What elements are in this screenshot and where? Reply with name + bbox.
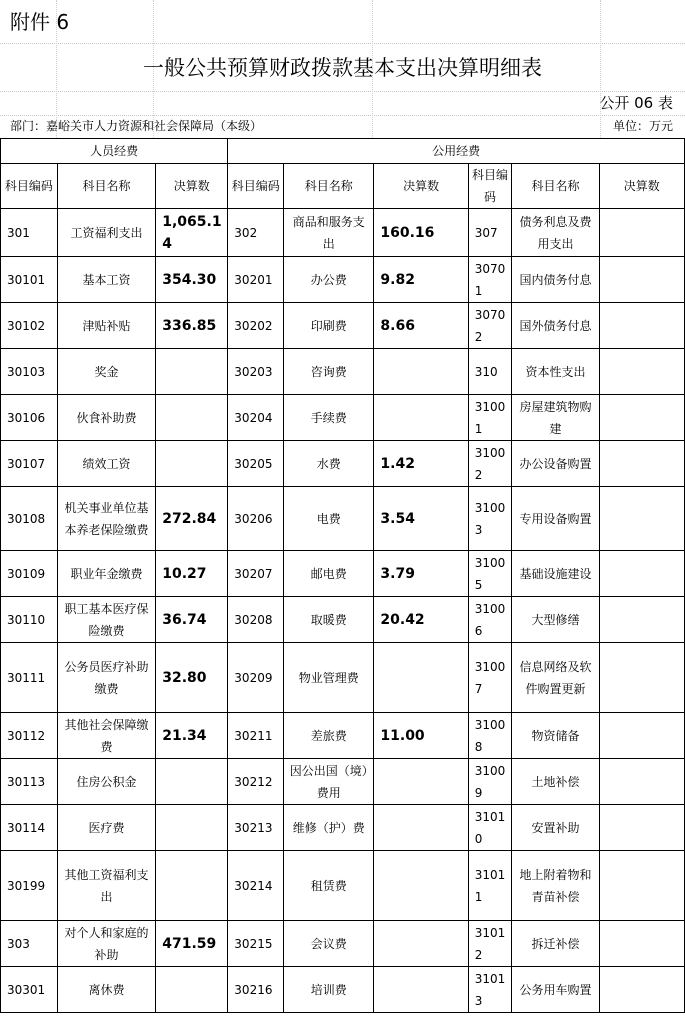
subject-code-cell: 30109 [1,551,58,597]
amount-cell [599,805,684,851]
amount-cell [599,643,684,713]
subject-name-cell: 伙食补助费 [57,395,155,441]
subject-code-cell: 310 [468,349,512,395]
subject-name-cell: 因公出国（境）费用 [284,759,374,805]
header-code: 科目编码 [468,164,512,209]
subject-name-cell: 公务用车购置 [512,967,599,1013]
subject-code-cell: 30202 [228,303,284,349]
subject-code-cell: 30203 [228,349,284,395]
subject-code-cell: 30208 [228,597,284,643]
subject-code-cell: 30207 [228,551,284,597]
page-title: 一般公共预算财政拨款基本支出决算明细表 [0,44,685,92]
amount-cell [599,851,684,921]
unit-label: 单位：万元 [612,119,673,133]
column-header-row [1,164,685,209]
subject-code-cell: 30702 [468,303,512,349]
subject-code-cell: 30112 [1,713,58,759]
subject-code-cell: 30106 [1,395,58,441]
subject-code-cell: 30211 [228,713,284,759]
amount-cell [156,349,228,395]
amount-cell [156,759,228,805]
amount-cell [599,597,684,643]
amount-cell: 36.74 [156,597,228,643]
header-amount: 决算数 [156,164,228,209]
subject-name-cell: 物业管理费 [284,643,374,713]
subject-code-cell: 30206 [228,487,284,551]
amount-cell: 20.42 [374,597,468,643]
subject-code-cell: 30111 [1,643,58,713]
subject-name-cell: 手续费 [284,395,374,441]
expenditure-detail-table [0,138,685,1013]
amount-cell [374,349,468,395]
subject-code-cell: 30101 [1,257,58,303]
subject-code-cell: 30204 [228,395,284,441]
subject-code-cell: 30113 [1,759,58,805]
table-row [1,487,685,551]
subject-name-cell: 地上附着物和青苗补偿 [512,851,599,921]
subject-code-cell: 30107 [1,441,58,487]
public-table-number: 公开 06 表 [0,92,685,116]
sheet-gridline [600,0,601,138]
subject-name-cell: 住房公积金 [57,759,155,805]
amount-cell: 354.30 [156,257,228,303]
table-row [1,395,685,441]
amount-cell [374,921,468,967]
subject-name-cell: 资本性支出 [512,349,599,395]
subject-code-cell: 31013 [468,967,512,1013]
amount-cell: 9.82 [374,257,468,303]
subject-name-cell: 专用设备购置 [512,487,599,551]
sheet-gridline [372,0,373,138]
amount-cell [156,967,228,1013]
subject-code-cell: 30301 [1,967,58,1013]
header-amount: 决算数 [374,164,468,209]
amount-cell: 10.27 [156,551,228,597]
attachment-label: 附件 6 [0,0,685,44]
amount-cell [374,851,468,921]
amount-cell: 3.54 [374,487,468,551]
subject-code-cell: 31001 [468,395,512,441]
amount-cell [599,441,684,487]
subject-name-cell: 商品和服务支出 [284,209,374,257]
sheet-gridline [153,0,154,138]
subject-code-cell: 307 [468,209,512,257]
amount-cell [156,851,228,921]
table-row [1,551,685,597]
table-row [1,257,685,303]
subject-code-cell: 31007 [468,643,512,713]
subject-code-cell: 30102 [1,303,58,349]
header-name: 科目名称 [284,164,374,209]
amount-cell [599,303,684,349]
subject-name-cell: 国外债务付息 [512,303,599,349]
subject-code-cell: 30701 [468,257,512,303]
amount-cell [599,487,684,551]
subject-name-cell: 奖金 [57,349,155,395]
subject-name-cell: 职业年金缴费 [57,551,155,597]
subject-name-cell: 医疗费 [57,805,155,851]
subject-name-cell: 离休费 [57,967,155,1013]
subject-name-cell: 安置补助 [512,805,599,851]
sheet-gridline [56,0,57,138]
amount-cell: 11.00 [374,713,468,759]
subject-code-cell: 31002 [468,441,512,487]
table-row [1,209,685,257]
subject-name-cell: 差旅费 [284,713,374,759]
subject-code-cell: 30199 [1,851,58,921]
amount-cell [156,441,228,487]
subject-code-cell: 30216 [228,967,284,1013]
subject-name-cell: 职工基本医疗保险缴费 [57,597,155,643]
subject-code-cell: 303 [1,921,58,967]
subject-name-cell: 房屋建筑物购建 [512,395,599,441]
subject-name-cell: 培训费 [284,967,374,1013]
table-row [1,349,685,395]
amount-cell [156,805,228,851]
subject-name-cell: 办公费 [284,257,374,303]
amount-cell [599,551,684,597]
table-row [1,921,685,967]
subheader [0,116,685,138]
subject-name-cell: 物资储备 [512,713,599,759]
amount-cell [374,395,468,441]
subject-code-cell: 30114 [1,805,58,851]
subject-code-cell: 30205 [228,441,284,487]
table-row [1,967,685,1013]
subject-code-cell: 31005 [468,551,512,597]
subject-code-cell: 31011 [468,851,512,921]
amount-cell: 336.85 [156,303,228,349]
header-code: 科目编码 [228,164,284,209]
subject-name-cell: 其他工资福利支出 [57,851,155,921]
subject-code-cell: 30214 [228,851,284,921]
subject-name-cell: 维修（护）费 [284,805,374,851]
amount-cell: 21.34 [156,713,228,759]
amount-cell [374,643,468,713]
subject-name-cell: 公务员医疗补助缴费 [57,643,155,713]
header-code: 科目编码 [1,164,58,209]
subject-code-cell: 30110 [1,597,58,643]
amount-cell [374,805,468,851]
header-name: 科目名称 [512,164,599,209]
amount-cell: 32.80 [156,643,228,713]
amount-cell [599,257,684,303]
amount-cell: 1.42 [374,441,468,487]
amount-cell [599,349,684,395]
subject-name-cell: 会议费 [284,921,374,967]
amount-cell [599,395,684,441]
subject-code-cell: 31010 [468,805,512,851]
subject-name-cell: 津贴补贴 [57,303,155,349]
amount-cell: 471.59 [156,921,228,967]
subject-code-cell: 31009 [468,759,512,805]
subject-code-cell: 31012 [468,921,512,967]
subject-code-cell: 31008 [468,713,512,759]
subject-name-cell: 电费 [284,487,374,551]
subject-name-cell: 土地补偿 [512,759,599,805]
public-group-header: 公用经费 [228,139,685,164]
table-row [1,597,685,643]
amount-cell: 1,065.14 [156,209,228,257]
department-label: 部门：嘉峪关市人力资源和社会保障局（本级） [10,119,263,133]
subject-name-cell: 债务利息及费用支出 [512,209,599,257]
subject-name-cell: 对个人和家庭的补助 [57,921,155,967]
subject-name-cell: 基础设施建设 [512,551,599,597]
table-row [1,303,685,349]
table-row [1,643,685,713]
subject-name-cell: 拆迁补偿 [512,921,599,967]
subject-code-cell: 30201 [228,257,284,303]
subject-name-cell: 机关事业单位基本养老保险缴费 [57,487,155,551]
subject-name-cell: 国内债务付息 [512,257,599,303]
subject-name-cell: 邮电费 [284,551,374,597]
amount-cell: 3.79 [374,551,468,597]
table-row [1,441,685,487]
table-row [1,851,685,921]
subject-code-cell: 30215 [228,921,284,967]
subject-name-cell: 绩效工资 [57,441,155,487]
subject-code-cell: 31006 [468,597,512,643]
amount-cell [374,759,468,805]
subject-code-cell: 30103 [1,349,58,395]
table-row [1,713,685,759]
subject-name-cell: 租赁费 [284,851,374,921]
amount-cell [599,713,684,759]
subject-code-cell: 302 [228,209,284,257]
amount-cell: 160.16 [374,209,468,257]
subject-name-cell: 办公设备购置 [512,441,599,487]
subject-name-cell: 基本工资 [57,257,155,303]
subject-name-cell: 取暖费 [284,597,374,643]
subject-name-cell: 大型修缮 [512,597,599,643]
header-amount: 决算数 [599,164,684,209]
group-header-row [1,139,685,164]
subject-name-cell: 其他社会保障缴费 [57,713,155,759]
subject-code-cell: 30108 [1,487,58,551]
amount-cell: 272.84 [156,487,228,551]
subject-name-cell: 工资福利支出 [57,209,155,257]
personnel-group-header: 人员经费 [1,139,228,164]
subject-code-cell: 30209 [228,643,284,713]
subject-name-cell: 咨询费 [284,349,374,395]
subject-name-cell: 水费 [284,441,374,487]
amount-cell [374,967,468,1013]
subject-name-cell: 信息网络及软件购置更新 [512,643,599,713]
header-name: 科目名称 [57,164,155,209]
subject-code-cell: 31003 [468,487,512,551]
amount-cell [599,967,684,1013]
table-row [1,805,685,851]
table-row [1,759,685,805]
amount-cell [599,759,684,805]
amount-cell [599,209,684,257]
subject-code-cell: 30213 [228,805,284,851]
subject-code-cell: 301 [1,209,58,257]
amount-cell [599,921,684,967]
subject-name-cell: 印刷费 [284,303,374,349]
amount-cell: 8.66 [374,303,468,349]
subject-code-cell: 30212 [228,759,284,805]
amount-cell [156,395,228,441]
